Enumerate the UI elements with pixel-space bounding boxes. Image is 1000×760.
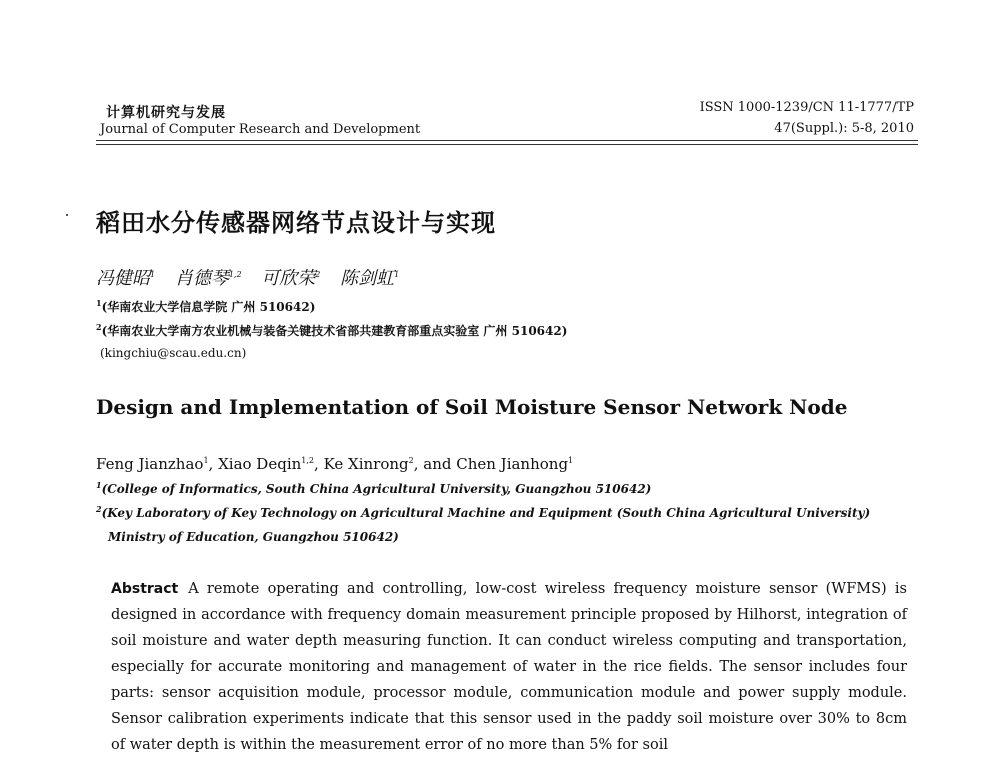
journal-title-en: Journal of Computer Research and Development [100,122,421,137]
author-name: Ke Xinrong [323,455,409,473]
affiliation-text: (华南农业大学南方农业机械与装备关键技术省部共建教育部重点实验室 广州 510642) [101,324,568,338]
author-sup: 2 [408,456,414,465]
authors-cn [96,264,399,290]
authors-en: Feng Jianzhao$^1$, Xiao Deqin$^{1,2}$, Ke Xinrong$^2$, and Chen Jianhong$^1$ [96,455,574,473]
author-sup: 1 [568,456,574,465]
affiliation-sup: 1 [96,480,102,490]
abstract-text: A remote operating and controlling, low-cost wireless frequency moisture sensor (WFMS) is designed in accordance with frequency domain measurement principle proposed by Hilhorst, integration of soil moisture and water depth measuring function. It can conduct wireless computing and transportation, especially for accurate monitoring and management of water in the rice fields. The sensor includes four parts: sensor acquisition module, processor module, communication module and power supply module. Sensor calibration experiments indicate that this sensor used in the paddy soil moisture over 30% to 8cm of water depth is within the measurement error of no more than 5% for soil [111,581,907,753]
paper-title-cn: 稻田水分传感器网络节点设计与实现 [96,209,496,237]
author-sup: 1,2 [301,456,315,465]
affiliation-text: (College of Informatics, South China Agricultural University, Guangzhou 510642) [101,482,652,496]
affiliation-cn [96,322,567,339]
affiliation-text: (华南农业大学信息学院 广州 510642) [101,300,316,314]
author-sup: 1 [394,270,400,279]
issn-line: ISSN 1000-1239/CN 11-1777/TP [699,100,914,115]
affiliation-sup: 2 [96,504,102,514]
author-name: 可欣荣 [261,268,316,289]
author-name: Chen Jianhong [456,455,569,473]
journal-title-cn: 计算机研究与发展 [106,105,226,121]
author-name: Feng Jianzhao [96,455,204,473]
author-email: (kingchiu@scau.edu.cn) [100,346,247,360]
affiliation-text: (Key Laboratory of Key Technology on Agricultural Machine and Equipment (South China Agricultural University) [101,506,871,520]
paper-title-en: Design and Implementation of Soil Moisture Sensor Network Node [96,395,848,419]
author-sup: 1,2 [228,270,242,279]
author-name: 陈剑虹 [340,268,395,289]
author-sup: 2 [315,270,321,279]
header-rule [96,140,918,141]
author-name: 肖德琴 [174,268,229,289]
affiliation-en-continued: Ministry of Education, Guangzhou 510642) [108,530,399,544]
author-name: Xiao Deqin [218,455,302,473]
volume-line: 47(Suppl.): 5-8, 2010 [774,121,914,136]
affiliation-en [96,506,922,520]
header-rule [96,144,918,145]
affiliation-en [96,482,651,496]
affiliation-sup: 1 [96,298,102,308]
affiliation-sup: 2 [96,322,102,332]
author-sup: 1 [203,456,209,465]
abstract [111,576,907,758]
author-name: 冯健昭 [96,268,150,289]
author-sup: 1 [150,270,156,279]
abstract-label: Abstract [111,581,179,597]
affiliation-cn [96,298,315,315]
margin-mark [66,214,68,216]
